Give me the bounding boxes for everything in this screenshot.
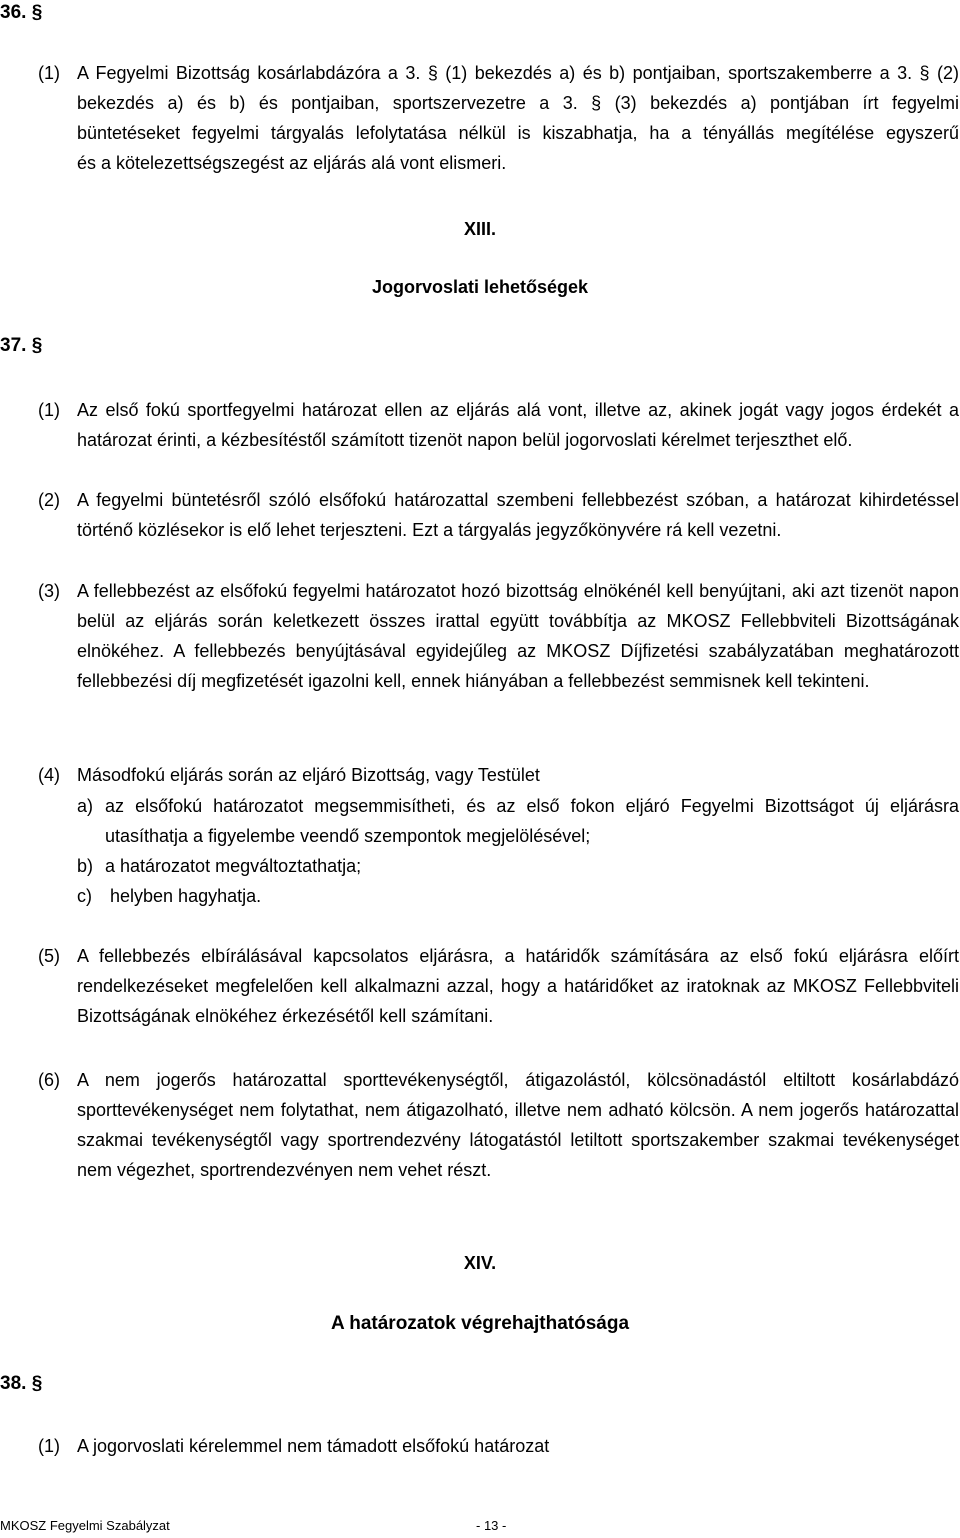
s37-p4-item-b-label: b): [77, 856, 94, 876]
s37-p5-text: A fellebbezés elbírálásával kapcsolatos eljárásra, a határidők számítására az első fokú eljárásra előírt rendelkezéseket megfelelően kell alkalmazni azzal, hogy a határidőket az iratoknak az MKOSZ Fellebbviteli Bizottságának elnökéhez érkezésétől kell számítani.: [77, 946, 959, 1026]
chapter-14-title: A határozatok végrehajthatósága: [330, 1313, 630, 1334]
s37-p1-number: (1): [38, 400, 60, 420]
s37-p6-text: A nem jogerős határozattal sporttevékenységtől, átigazolástól, kölcsönadástól eltiltott kosárlabdázó sporttevékenységet nem folytathat, nem átigazolható, illetve nem adható kölcsön. A nem jogerős határozattal szakmai tevékenységtől vagy sportrendezvény látogatástól letiltott sportszakember szakmai tevékenységet nem végezhet, sportrendezvényen nem vehet részt.: [77, 1070, 959, 1180]
chapter-13-number: XIII.: [463, 219, 496, 239]
chapter-13-title: Jogorvoslati lehetőségek: [371, 277, 589, 297]
section-38-heading: 38. §: [0, 1373, 43, 1394]
s36-p1-line-1: A Fegyelmi Bizottság kosárlabdázóra a 3. § (1) bekezdés a) és b) pontjaiban, sportszakemberre a 3. § (2): [77, 63, 959, 83]
section-37-heading: 37. §: [0, 335, 43, 356]
s37-p6-number: (6): [38, 1070, 60, 1090]
s37-p2-number: (2): [38, 490, 60, 510]
footer-page-number: - 13 -: [476, 1518, 507, 1533]
section-36-heading: 36. §: [0, 2, 43, 23]
s37-p3-text: A fellebbezést az elsőfokú fegyelmi határozatot hozó bizottság elnökénél kell benyújtani, aki azt tizenöt napon belül az eljárás során keletkezett összes irattal együtt továbbítja az MKOSZ Fellebbviteli Bizottságának elnökéhez. A fellebbezés benyújtásával egyidejűleg az MKOSZ Díjfizetési szabályzatában meghatározott fellebbezési díj megfizetését igazolni kell, ennek hiányában a fellebbezést semmisnek kell tekinteni.: [77, 581, 959, 691]
s37-p4-item-a-label: a): [77, 796, 94, 816]
s37-p4-item-c-label: c): [77, 886, 92, 906]
s37-p2-text: A fegyelmi büntetésről szóló elsőfokú határozattal szembeni fellebbezést szóban, a határozat kihirdetéssel történő közlésekor is elő lehet terjeszteni. Ezt a tárgyalás jegyzőkönyvére rá kell vezetni.: [77, 490, 959, 540]
s37-p5-number: (5): [38, 946, 60, 966]
s38-p1-text: A jogorvoslati kérelemmel nem támadott elsőfokú határozat: [77, 1436, 550, 1456]
s36-p1-line-2: bekezdés a) és b) és pontjaiban, sportszervezetre a 3. § (3) bekezdés a) pontjában írt fegyelmi: [77, 93, 959, 113]
s36-p1-number: (1): [38, 63, 60, 83]
s37-p4-item-c-text: helyben hagyhatja.: [110, 886, 262, 906]
s37-p4-item-b-text: a határozatot megváltoztathatja;: [105, 856, 362, 876]
s36-p1-line-4: és a kötelezettségszegést az eljárás alá vont elismeri.: [77, 153, 507, 173]
s38-p1-number: (1): [38, 1436, 60, 1456]
footer-document-title: MKOSZ Fegyelmi Szabályzat: [0, 1518, 170, 1533]
s37-p4-intro: Másodfokú eljárás során az eljáró Bizottság, vagy Testület: [77, 765, 540, 785]
s37-p4-item-a-text: az elsőfokú határozatot megsemmisítheti, és az első fokon eljáró Fegyelmi Bizottságot új eljárásra utasíthatja a figyelembe veendő szempontok megjelölésével;: [105, 796, 959, 846]
s37-p4-number: (4): [38, 765, 60, 785]
s37-p3-number: (3): [38, 581, 60, 601]
chapter-14-number: XIV.: [463, 1253, 497, 1273]
s37-p1-text: Az első fokú sportfegyelmi határozat ellen az eljárás alá vont, illetve az, akinek jogát vagy jogos érdekét a határozat érinti, a kézbesítéstől számított tizenöt napon belül jogorvoslati kérelmet terjeszthet elő.: [77, 400, 959, 450]
s36-p1-line-3: büntetéseket fegyelmi tárgyalás lefolytatása nélkül is kiszabhatja, ha a tényállás megítélése egyszerű: [77, 123, 959, 143]
